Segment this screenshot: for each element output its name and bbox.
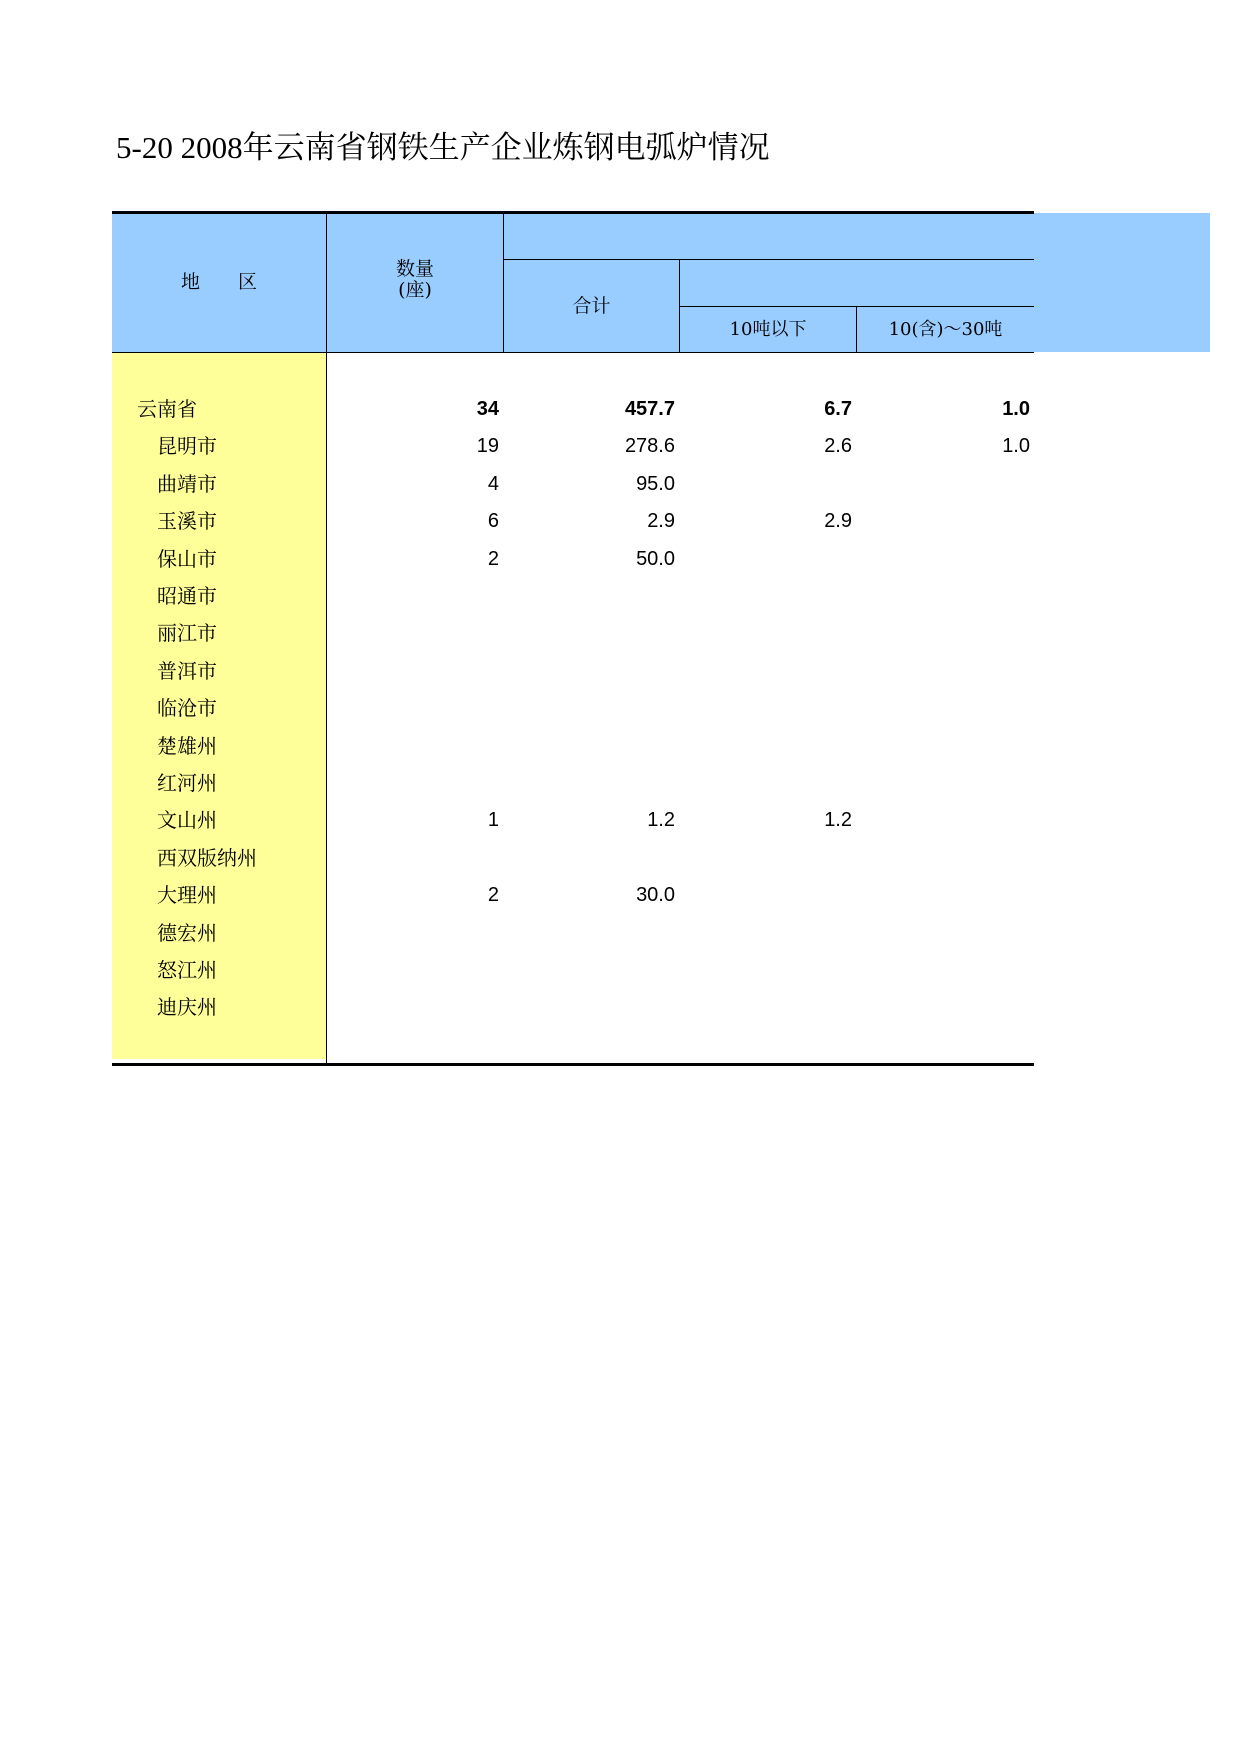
cell-total: 457.7 <box>624 398 675 420</box>
cell-under10: 2.9 <box>824 510 852 533</box>
header-region: 地 区 <box>180 271 257 293</box>
cell-total: 95.0 <box>636 472 675 495</box>
cell-r10_30: 1.0 <box>1002 435 1030 458</box>
cell-r10_30: 1.0 <box>1002 398 1030 420</box>
cell-count: 2 <box>487 547 499 570</box>
cell-under10: 1.2 <box>824 809 852 832</box>
region-column-divider <box>326 213 327 1064</box>
page-title: 5-20 2008年云南省钢铁生产企业炼钢电弧炉情况 <box>116 130 770 165</box>
cell-count: 2 <box>487 884 499 907</box>
region-name: 德宏州 <box>157 920 217 945</box>
cell-total: 30.0 <box>636 884 675 907</box>
cell-total: 2.9 <box>647 510 675 533</box>
header-range10-30: 10(含)～30吨 <box>888 319 1003 340</box>
cell-under10: 6.7 <box>824 398 852 420</box>
region-name: 楚雄州 <box>157 733 217 758</box>
region-name: 文山州 <box>157 808 217 833</box>
region-name: 云南省 <box>137 397 197 421</box>
cell-total: 50.0 <box>636 547 675 570</box>
header-total: 合计 <box>572 294 611 317</box>
cell-count: 4 <box>487 472 499 495</box>
region-name: 昭通市 <box>157 584 217 608</box>
header-count: 数量 (座) <box>395 258 434 301</box>
region-name: 怒江州 <box>157 958 217 982</box>
region-name: 西双版纳州 <box>157 845 257 870</box>
cell-count: 1 <box>487 809 499 832</box>
header-bottom-border <box>112 352 1034 353</box>
region-name: 保山市 <box>157 546 217 571</box>
region-name: 大理州 <box>157 883 217 908</box>
cell-total: 1.2 <box>647 809 675 832</box>
header-under10: 10吨以下 <box>729 319 807 340</box>
cell-count: 19 <box>476 435 499 458</box>
region-name: 曲靖市 <box>157 471 217 496</box>
region-name: 昆明市 <box>157 434 217 459</box>
region-name: 红河州 <box>157 771 217 795</box>
region-column-background <box>112 352 327 1059</box>
cell-count: 6 <box>487 510 499 533</box>
cell-count: 34 <box>476 398 499 420</box>
region-name: 普洱市 <box>157 658 217 683</box>
cell-under10: 2.6 <box>824 435 852 458</box>
region-name: 丽江市 <box>157 621 217 646</box>
table-bottom-border <box>112 1063 1034 1066</box>
region-name: 临沧市 <box>157 696 217 721</box>
region-name: 玉溪市 <box>157 509 217 534</box>
cell-total: 278.6 <box>624 435 675 458</box>
region-name: 迪庆州 <box>157 995 217 1020</box>
